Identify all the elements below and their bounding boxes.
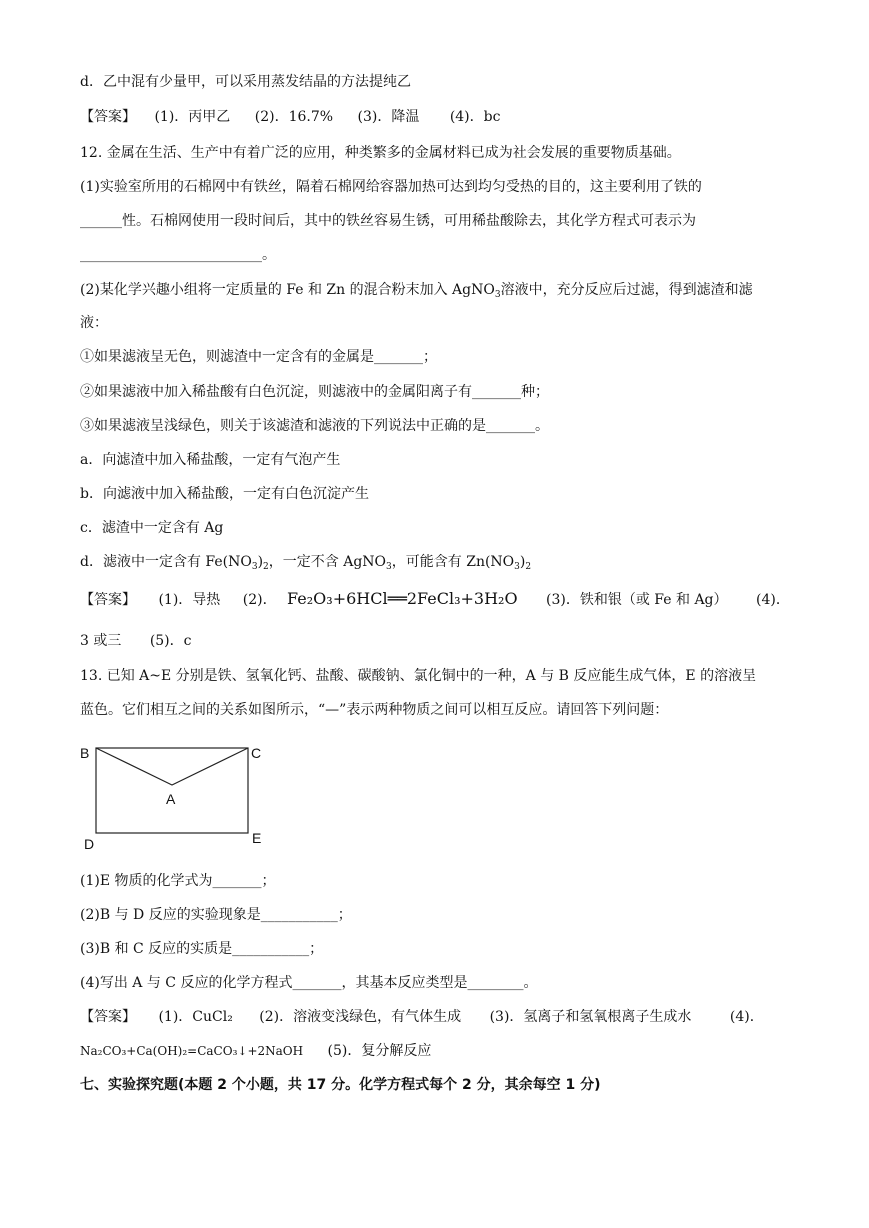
- question-13-line1: 13. 已知 A~E 分别是铁、氢氧化钙、盐酸、碳酸钠、氯化铜中的一种，A 与 B 反应能生成气体，E 的溶液呈: [80, 668, 757, 684]
- option-a: a．向滤渣中加入稀盐酸，一定有气泡产生: [80, 452, 341, 468]
- option-d: d．滤液中一定含有 $Fe(NO_3)_2$，一定不含 AgNO$_3$，可能含有 $Zn(NO_3)_2$: [80, 554, 532, 572]
- label-e: E: [252, 830, 262, 846]
- question-13-line2: 蓝色。它们相互之间的关系如图所示，“—”表示两种物质之间可以相互反应。请回答下列问题：: [80, 702, 669, 718]
- q13-part3: (3)B 和 C 反应的实质是___________；: [80, 941, 324, 957]
- answer-12: 【答案】 (1)．导热 (2)． Fe₂O₃+6HCl══2FeCl₃+3H₂O (3)．铁和银（或 Fe 和 Ag） (4)．: [80, 589, 790, 608]
- q13-part1: (1)E 物质的化学式为_______；: [80, 873, 276, 889]
- answer-12-cont: 3 或三 (5)．c: [80, 633, 192, 649]
- equation: Fe₂O₃+6HCl══2FeCl₃+3H₂O: [287, 589, 518, 608]
- answer-13-cont: Na₂CO₃+Ca(OH)₂=CaCO₃↓+2NaOH (5)．复分解反应: [80, 1043, 432, 1059]
- diagram-edges-a: [96, 748, 248, 785]
- q12-part1-line3: __________________________。: [80, 247, 276, 263]
- q12-part2-line1: (2)某化学兴趣小组将一定质量的 Fe 和 Zn 的混合粉末加入 AgNO$_3$溶液中，充分反应后过滤，得到滤渣和滤: [80, 282, 753, 300]
- q12-case2: ②如果滤液中加入稀盐酸有白色沉淀，则滤液中的金属阳离子有_______种；: [80, 384, 549, 400]
- question-12: 12. 金属在生活、生产中有着广泛的应用，种类繁多的金属材料已成为社会发展的重要物质基础。: [80, 145, 681, 161]
- label-d: D: [84, 836, 95, 852]
- label-c: C: [251, 745, 262, 761]
- q12-part1-line1: (1)实验室所用的石棉网中有铁丝，隔着石棉网给容器加热可达到均匀受热的目的，这主要利用了铁的: [80, 179, 702, 195]
- option-c: c．滤渣中一定含有 Ag: [80, 520, 224, 536]
- q13-part2: (2)B 与 D 反应的实验现象是___________；: [80, 907, 352, 923]
- q12-case3: ③如果滤液呈浅绿色，则关于该滤渣和滤液的下列说法中正确的是_______。: [80, 418, 549, 434]
- label-a: A: [166, 791, 176, 807]
- q12-case1: ①如果滤液呈无色，则滤渣中一定含有的金属是_______；: [80, 349, 437, 365]
- section-heading: 七、实验探究题(本题 2 个小题，共 17 分。化学方程式每个 2 分，其余每空 1 分): [80, 1077, 601, 1093]
- answer-11: 【答案】 (1)．丙甲乙 (2)．16.7% (3)．降温 (4)．bc: [80, 109, 501, 125]
- q13-part4: (4)写出 A 与 C 反应的化学方程式_______，其基本反应类型是________。: [80, 975, 538, 991]
- answer-label: 【答案】: [80, 109, 136, 125]
- q12-part1-line2: ______性。石棉网使用一段时间后，其中的铁丝容易生锈，可用稀盐酸除去，其化学方程式可表示为: [80, 213, 696, 229]
- label-b: B: [80, 745, 90, 761]
- answer-13: 【答案】 (1)．CuCl₂ (2)．溶液变浅绿色，有气体生成 (3)．氢离子和氢氧根离子生成水 (4)．: [80, 1009, 764, 1025]
- q12-part2-line2: 液：: [80, 315, 108, 331]
- option-d-line: d．乙中混有少量甲，可以采用蒸发结晶的方法提纯乙: [80, 74, 411, 90]
- relation-diagram: [78, 740, 278, 855]
- option-b: b．向滤液中加入稀盐酸，一定有白色沉淀产生: [80, 486, 369, 502]
